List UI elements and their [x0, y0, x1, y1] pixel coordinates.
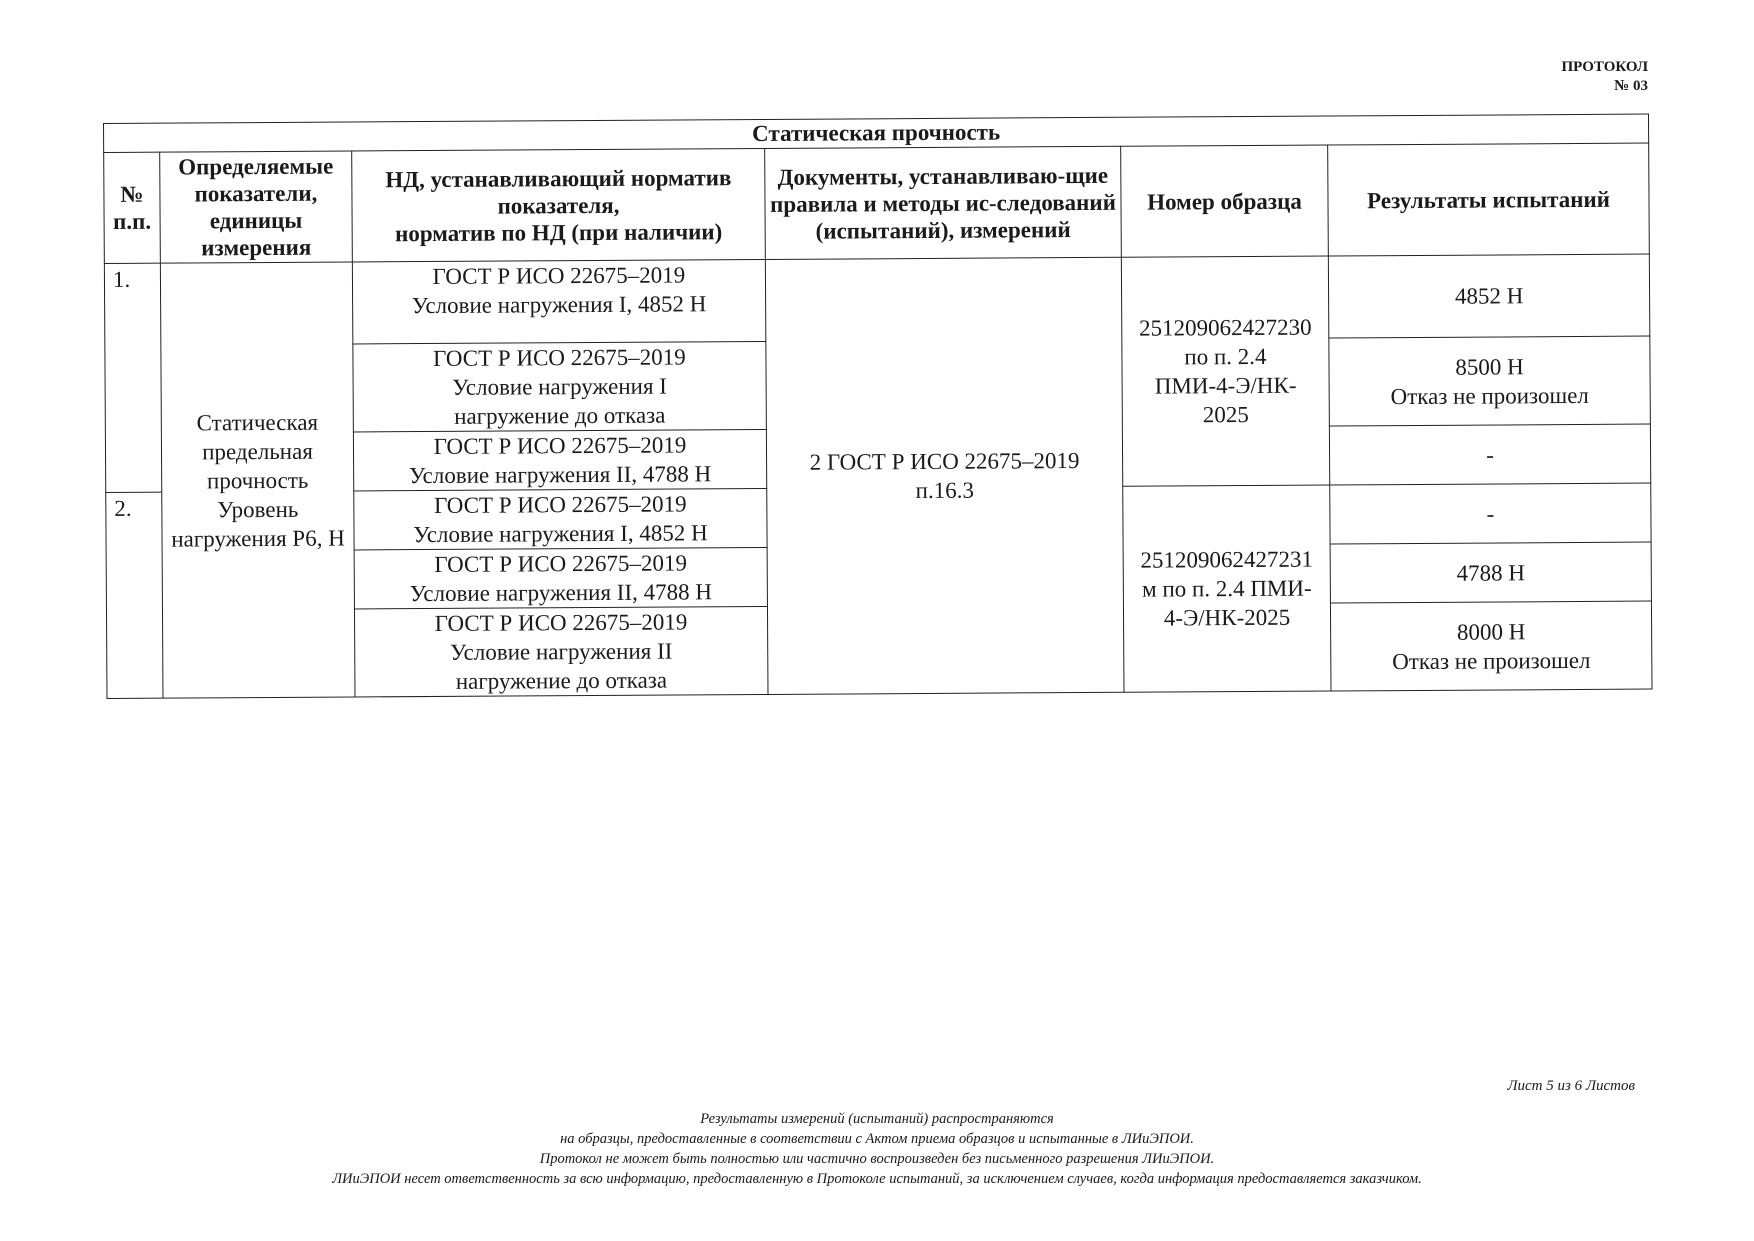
result-cell-1 [1328, 254, 1650, 338]
nd-cell-6-line3: нагружение до отказа [455, 667, 668, 694]
footer-line-3: Протокол не может быть полностью или частично воспроизведен без письменного разрешения ЛИиЭПОИ. [539, 1151, 1215, 1167]
column-header-results: Результаты испытаний [1328, 143, 1650, 256]
row-number-2: 2. [106, 492, 163, 698]
nd-cell-3-line2: Условие нагружения II, 4788 Н [409, 461, 712, 489]
result-cell-3: - [1329, 424, 1650, 485]
sample-cell-1 [1121, 256, 1329, 486]
result-cell-4: - [1330, 483, 1651, 544]
table-row [104, 254, 1650, 345]
table-header-row [104, 143, 1650, 263]
nd-cell-4 [354, 488, 767, 550]
sample-cell-1-line2: по п. 2.4 [1184, 343, 1267, 370]
nd-cell-6-line2: Условие нагружения II [450, 638, 673, 665]
nd-cell-2-line2: Условие нагружения I [452, 373, 667, 400]
nd-cell-5-line1: ГОСТ Р ИСО 22675–2019 [434, 550, 688, 577]
nd-cell-1-line1: ГОСТ Р ИСО 22675–2019 [432, 262, 686, 289]
sample-cell-2-line3: 4-Э/НК-2025 [1163, 604, 1291, 631]
footer-disclaimer [0, 1109, 1754, 1189]
row-number-1: 1. [104, 263, 161, 492]
result-cell-5: 4788 Н [1330, 542, 1651, 603]
nd-cell-6 [354, 606, 768, 697]
sample-cell-2 [1123, 485, 1331, 692]
result-cell-6-line1: 8000 Н [1456, 618, 1526, 645]
column-header-number [104, 152, 161, 263]
column-header-docs: Документы, устанавливаю-щие правила и методы ис-следований (испытаний), измерений [765, 146, 1122, 259]
nd-cell-2-line1: ГОСТ Р ИСО 22675–2019 [433, 344, 686, 371]
footer-line-2: на образцы, предоставленные в соответствии с Актом приема образцов и испытанные в ЛИиЭПОИ. [560, 1131, 1194, 1147]
column-header-sample: Номер образца [1121, 145, 1329, 257]
sheet-number: Лист 5 из 6 Листов [1507, 1078, 1635, 1094]
result-cell-2-line1: 8500 Н [1455, 353, 1524, 380]
docs-cell [765, 257, 1124, 694]
result-cell-6 [1330, 601, 1652, 691]
nd-cell-1 [352, 259, 765, 344]
protocol-number: № 03 [1614, 78, 1648, 94]
sample-cell-2-line2: м по п. 2.4 ПМИ- [1142, 575, 1312, 602]
docs-cell-line2: п.16.3 [915, 477, 974, 504]
results-table-wrapper [103, 114, 1651, 699]
indicator-cell: Статическая предельная прочность Уровень нагружения P6, Н [160, 262, 355, 698]
column-header-number-line1: № [120, 181, 144, 207]
nd-cell-2-line3: нагружение до отказа [454, 402, 666, 429]
nd-cell-5-line2: Условие нагружения II, 4788 Н [409, 579, 712, 607]
footer-line-1: Результаты измерений (испытаний) распространяются [700, 1111, 1054, 1127]
sample-cell-1-line4: 2025 [1202, 402, 1249, 428]
column-header-nd-line2: норматив по НД (при наличии) [394, 218, 723, 246]
nd-cell-1-line2: Условие нагружения I, 4852 Н [411, 291, 707, 319]
document-header [1562, 58, 1648, 96]
sample-cell-1-line1: 251209062427230 [1138, 314, 1312, 341]
column-header-number-line2: п.п. [113, 208, 152, 234]
nd-cell-3-line1: ГОСТ Р ИСО 22675–2019 [433, 432, 687, 459]
column-header-nd [352, 148, 766, 262]
footer-line-4: ЛИиЭПОИ несет ответственность за всю информацию, предоставленную в Протоколе испытаний, за исключением случаев, когда информация предоставляется заказчиком. [332, 1171, 1422, 1187]
result-cell-6-line2: Отказ не произошел [1392, 647, 1591, 674]
nd-cell-4-line2: Условие нагружения I, 4852 Н [413, 520, 708, 548]
docs-cell-line1: 2 ГОСТ Р ИСО 22675–2019 [809, 448, 1080, 475]
nd-cell-6-line1: ГОСТ Р ИСО 22675–2019 [434, 609, 688, 636]
result-cell-2 [1329, 336, 1651, 426]
nd-cell-5 [354, 547, 767, 609]
sample-cell-1-line3: ПМИ-4-Э/НК- [1154, 372, 1297, 399]
protocol-title: ПРОТОКОЛ [1561, 59, 1648, 75]
nd-cell-4-line1: ГОСТ Р ИСО 22675–2019 [433, 491, 687, 518]
nd-cell-3 [353, 429, 766, 491]
result-cell-2-line2: Отказ не произошел [1390, 382, 1589, 409]
result-cell-1-line1: 4852 Н [1454, 283, 1524, 309]
column-header-nd-line1: НД, устанавливающий норматив показателя, [385, 164, 732, 219]
sample-cell-2-line1: 251209062427231 [1140, 546, 1314, 573]
nd-cell-2 [353, 341, 767, 432]
results-table [103, 114, 1653, 699]
table-caption: Статическая прочность [104, 114, 1649, 152]
column-header-indicator: Определяемые показатели, единицы измерения [160, 151, 353, 263]
